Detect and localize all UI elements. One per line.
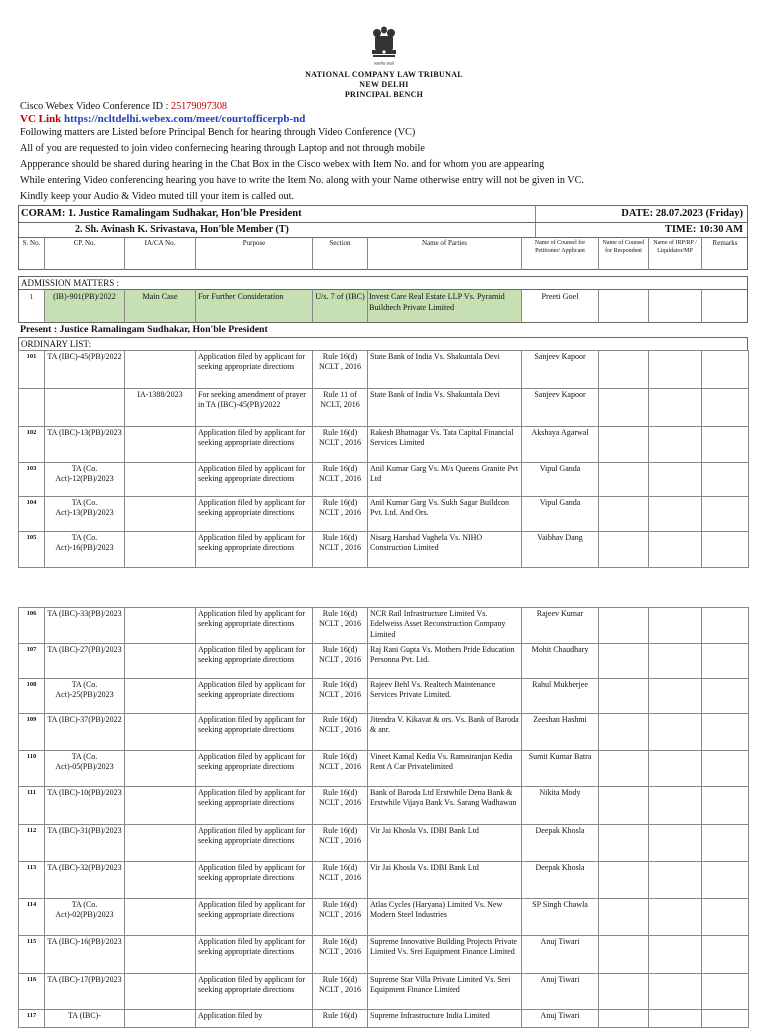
irp-name-cell bbox=[649, 862, 702, 899]
col-purpose: Purpose bbox=[242, 239, 266, 247]
petitioner-counsel-cell: Sanjeev Kapoor bbox=[522, 351, 599, 389]
col-cp-no: CP. No. bbox=[73, 239, 96, 247]
section-cell: Rule 16(d) NCLT , 2016 bbox=[313, 825, 368, 862]
irp-name-cell bbox=[649, 751, 702, 787]
table-row[interactable] bbox=[19, 608, 749, 644]
petitioner-counsel-cell: SP Singh Chawla bbox=[522, 899, 599, 936]
section-cell: Rule 11 of NCLT, 2016 bbox=[313, 389, 368, 427]
purpose-cell: Application filed by applicant for seeking appropriate directions bbox=[196, 936, 313, 974]
remarks-cell bbox=[702, 644, 749, 679]
vc-link-line bbox=[20, 112, 305, 126]
section-cell: Rule 16(d) NCLT , 2016 bbox=[313, 463, 368, 497]
petitioner-counsel-cell: Mohit Chaudhary bbox=[522, 644, 599, 679]
cp-number-cell: TA (IBC)-45(PB)/2022 bbox=[45, 351, 125, 389]
admission-counsel: Preeti Goel bbox=[541, 292, 579, 301]
cp-number-cell: TA (IBC)-33(PB)/2023 bbox=[45, 608, 125, 644]
col-petitioner-counsel: Name of Counsel for Petitioner/ Applicant bbox=[534, 240, 586, 254]
item-number-cell: 112 bbox=[19, 825, 45, 862]
remarks-cell bbox=[702, 389, 749, 427]
respondent-counsel-cell bbox=[599, 1010, 649, 1028]
ordinary-list-table-2 bbox=[18, 607, 749, 1028]
respondent-counsel-cell bbox=[599, 862, 649, 899]
ia-number-cell bbox=[125, 825, 196, 862]
item-number-cell: 101 bbox=[19, 351, 45, 389]
bench-name: PRINCIPAL BENCH bbox=[344, 90, 424, 99]
admission-ia: Main Case bbox=[142, 292, 178, 301]
table-row[interactable] bbox=[19, 389, 749, 427]
section-cell: Rule 16(d) NCLT , 2016 bbox=[313, 644, 368, 679]
irp-name-cell bbox=[649, 644, 702, 679]
notice-line-1: Following matters are Listed before Principal Bench for hearing through Video Conference (VC) bbox=[20, 127, 416, 138]
parties-cell: NCR Rail Infrastructure Limited Vs. Edelweiss Asset Reconstruction Company Limited bbox=[368, 608, 522, 644]
irp-name-cell bbox=[649, 463, 702, 497]
remarks-cell bbox=[702, 532, 749, 568]
irp-name-cell bbox=[649, 1010, 702, 1028]
respondent-counsel-cell bbox=[599, 644, 649, 679]
hearing-date: DATE: 28.07.2023 (Friday) bbox=[621, 208, 743, 219]
remarks-cell bbox=[702, 608, 749, 644]
section-cell: Rule 16(d) NCLT , 2016 bbox=[313, 751, 368, 787]
notice-line-2: All of you are requested to join video confernecing hearing through Laptop and not through mobile bbox=[20, 143, 425, 154]
ia-number-cell bbox=[125, 351, 196, 389]
cp-number-cell: TA (IBC)-16(PB)/2023 bbox=[45, 936, 125, 974]
purpose-cell: Application filed by applicant for seeking appropriate directions bbox=[196, 787, 313, 825]
cp-number-cell bbox=[45, 389, 125, 427]
ia-number-cell bbox=[125, 714, 196, 751]
remarks-cell bbox=[702, 351, 749, 389]
ia-number-cell bbox=[125, 427, 196, 463]
respondent-counsel-cell bbox=[599, 787, 649, 825]
parties-cell: Anil Kumar Garg Vs. M/s Queens Granite Pvt Ltd bbox=[368, 463, 522, 497]
section-cell: Rule 16(d) NCLT , 2016 bbox=[313, 787, 368, 825]
item-number-cell: 105 bbox=[19, 532, 45, 568]
purpose-cell: Application filed by applicant for seeking appropriate directions bbox=[196, 644, 313, 679]
parties-cell: Supreme Innovative Building Projects Private Limited Vs. Srei Equipment Finance Limited bbox=[368, 936, 522, 974]
purpose-cell: Application filed by applicant for seeking appropriate directions bbox=[196, 463, 313, 497]
admission-parties: Invest Care Real Estate LLP Vs. Pyramid Buildtech Private Limited bbox=[369, 292, 505, 312]
cp-number-cell: TA (IBC)- bbox=[45, 1010, 125, 1028]
ia-number-cell bbox=[125, 532, 196, 568]
ia-number-cell bbox=[125, 936, 196, 974]
cp-number-cell: TA (IBC)-31(PB)/2023 bbox=[45, 825, 125, 862]
section-cell: Rule 16(d) NCLT , 2016 bbox=[313, 714, 368, 751]
respondent-counsel-cell bbox=[599, 389, 649, 427]
parties-cell: Anil Kumar Garg Vs. Sukh Sagar Buildcon Pvt. Ltd. And Ors. bbox=[368, 497, 522, 532]
parties-cell: Vineet Kamal Kedia Vs. Ramniranjan Kedia Rent A Car Privatelimited bbox=[368, 751, 522, 787]
admission-heading: ADMISSION MATTERS : bbox=[21, 278, 120, 288]
section-cell: Rule 16(d) NCLT , 2016 bbox=[313, 899, 368, 936]
parties-cell: State Bank of India Vs. Shakuntala Devi bbox=[368, 389, 522, 427]
table-row[interactable] bbox=[19, 787, 749, 825]
petitioner-counsel-cell: Vipul Ganda bbox=[522, 463, 599, 497]
irp-name-cell bbox=[649, 351, 702, 389]
respondent-counsel-cell bbox=[599, 497, 649, 532]
ia-number-cell bbox=[125, 608, 196, 644]
item-number-cell: 103 bbox=[19, 463, 45, 497]
section-cell: Rule 16(d) NCLT , 2016 bbox=[313, 497, 368, 532]
cp-number-cell: TA (Co. Act)-05(PB)/2023 bbox=[45, 751, 125, 787]
ia-number-cell bbox=[125, 463, 196, 497]
irp-name-cell bbox=[649, 389, 702, 427]
table-row[interactable] bbox=[19, 644, 749, 679]
petitioner-counsel-cell: Vipul Ganda bbox=[522, 497, 599, 532]
respondent-counsel-cell bbox=[599, 608, 649, 644]
respondent-counsel-cell bbox=[599, 679, 649, 714]
parties-cell: Supreme Infrastructure India Limited bbox=[368, 1010, 522, 1028]
parties-cell: Rajeev Behl Vs. Realtech Maintenance Services Private Limited. bbox=[368, 679, 522, 714]
cp-number-cell: TA (IBC)-17(PB)/2023 bbox=[45, 974, 125, 1010]
coram-label: CORAM: 1. Justice Ramalingam Sudhakar, Hon'ble President bbox=[21, 208, 302, 219]
remarks-cell bbox=[702, 899, 749, 936]
petitioner-counsel-cell: Anuj Tiwari bbox=[522, 1010, 599, 1028]
table-row[interactable] bbox=[19, 427, 749, 463]
parties-cell: Jitendra V. Kikavat & ors. Vs. Bank of Baroda & anr. bbox=[368, 714, 522, 751]
purpose-cell: Application filed by applicant for seeking appropriate directions bbox=[196, 825, 313, 862]
notice-line-3: Appperance should be shared during hearing in the Chat Box in the Cisco webex with Item No. and for whom you are appearing bbox=[20, 159, 545, 170]
notice-line-5: Kindly keep your Audio & Video muted till your item is called out. bbox=[20, 191, 294, 202]
respondent-counsel-cell bbox=[599, 714, 649, 751]
petitioner-counsel-cell: Akshaya Agarwal bbox=[522, 427, 599, 463]
city-name: NEW DELHI bbox=[359, 80, 409, 89]
item-number-cell: 106 bbox=[19, 608, 45, 644]
petitioner-counsel-cell: Anuj Tiwari bbox=[522, 974, 599, 1010]
petitioner-counsel-cell: Anuj Tiwari bbox=[522, 936, 599, 974]
admission-sno: 1 bbox=[29, 293, 34, 301]
ia-number-cell bbox=[125, 679, 196, 714]
irp-name-cell bbox=[649, 427, 702, 463]
section-cell: Rule 16(d) NCLT , 2016 bbox=[313, 862, 368, 899]
irp-name-cell bbox=[649, 608, 702, 644]
item-number-cell: 117 bbox=[19, 1010, 45, 1028]
ia-number-cell bbox=[125, 1010, 196, 1028]
cp-number-cell: TA (Co. Act)-13(PB)/2023 bbox=[45, 497, 125, 532]
remarks-cell bbox=[702, 862, 749, 899]
cp-number-cell: TA (IBC)-10(PB)/2023 bbox=[45, 787, 125, 825]
purpose-cell: Application filed by applicant for seeking appropriate directions bbox=[196, 608, 313, 644]
purpose-cell: Application filed by applicant for seeking appropriate directions bbox=[196, 974, 313, 1010]
table-row[interactable] bbox=[19, 532, 749, 568]
item-number-cell: 102 bbox=[19, 427, 45, 463]
item-number-cell: 113 bbox=[19, 862, 45, 899]
remarks-cell bbox=[702, 427, 749, 463]
item-number-cell: 115 bbox=[19, 936, 45, 974]
table-row[interactable] bbox=[19, 974, 749, 1010]
table-row[interactable] bbox=[19, 463, 749, 497]
svg-text:सत्यमेव जयते: सत्यमेव जयते bbox=[374, 61, 394, 66]
parties-cell: State Bank of India Vs. Shakuntala Devi bbox=[368, 351, 522, 389]
parties-cell: Rakesh Bhatnagar Vs. Tata Capital Financial Services Limited bbox=[368, 427, 522, 463]
admission-cp: (IB)-901(PB)/2022 bbox=[53, 292, 116, 301]
section-cell: Rule 16(d) NCLT , 2016 bbox=[313, 974, 368, 1010]
section-cell: Rule 16(d) NCLT , 2016 bbox=[313, 351, 368, 389]
remarks-cell bbox=[702, 974, 749, 1010]
petitioner-counsel-cell: Deepak Khosla bbox=[522, 825, 599, 862]
ia-number-cell bbox=[125, 974, 196, 1010]
ordinary-heading: ORDINARY LIST: bbox=[21, 339, 91, 349]
petitioner-counsel-cell: Sumit Kumar Batra bbox=[522, 751, 599, 787]
purpose-cell: Application filed by applicant for seeking appropriate directions bbox=[196, 532, 313, 568]
petitioner-counsel-cell: Nikita Mody bbox=[522, 787, 599, 825]
remarks-cell bbox=[702, 463, 749, 497]
col-irp: Name of IRP/RP / Liquidator/MP bbox=[653, 240, 697, 254]
parties-cell: Supreme Star Villa Private Limited Vs. Srei Equipment Finance Limited bbox=[368, 974, 522, 1010]
purpose-cell: Application filed by applicant for seeking appropriate directions bbox=[196, 751, 313, 787]
respondent-counsel-cell bbox=[599, 936, 649, 974]
item-number-cell: 110 bbox=[19, 751, 45, 787]
hearing-time: TIME: 10:30 AM bbox=[664, 224, 743, 235]
tribunal-name: NATIONAL COMPANY LAW TRIBUNAL bbox=[305, 70, 463, 79]
parties-cell: Atlas Cycles (Haryana) Limited Vs. New Modern Steel Industries bbox=[368, 899, 522, 936]
ordinary-list-table-1 bbox=[18, 350, 749, 568]
item-number-cell: 114 bbox=[19, 899, 45, 936]
admission-section: U/s. 7 of (IBC) bbox=[315, 292, 365, 301]
respondent-counsel-cell bbox=[599, 751, 649, 787]
parties-cell: Bank of Baroda Ltd Erstwhile Dena Bank & Erstwhile Vijaya Bank Vs. Sarang Wadhawan bbox=[368, 787, 522, 825]
ia-number-cell: IA-1388/2023 bbox=[125, 389, 196, 427]
col-ia-ca-no: IA/CA No. bbox=[144, 239, 176, 247]
section-cell: Rule 16(d) NCLT , 2016 bbox=[313, 608, 368, 644]
remarks-cell bbox=[702, 787, 749, 825]
section-cell: Rule 16(d) NCLT , 2016 bbox=[313, 532, 368, 568]
irp-name-cell bbox=[649, 899, 702, 936]
col-remarks: Remarks bbox=[712, 239, 738, 247]
irp-name-cell bbox=[649, 532, 702, 568]
cp-number-cell: TA (IBC)-37(PB)/2022 bbox=[45, 714, 125, 751]
purpose-cell: Application filed by applicant for seeking appropriate directions bbox=[196, 862, 313, 899]
irp-name-cell bbox=[649, 825, 702, 862]
coram-member: 2. Sh. Avinash K. Srivastava, Hon'ble Member (T) bbox=[75, 224, 289, 235]
remarks-cell bbox=[702, 936, 749, 974]
ia-number-cell bbox=[125, 899, 196, 936]
respondent-counsel-cell bbox=[599, 825, 649, 862]
cp-number-cell: TA (Co. Act)-25(PB)/2023 bbox=[45, 679, 125, 714]
table-row[interactable] bbox=[19, 825, 749, 862]
ia-number-cell bbox=[125, 751, 196, 787]
webex-id-label: Cisco Webex Video Conference ID : bbox=[20, 101, 171, 112]
remarks-cell bbox=[702, 497, 749, 532]
irp-name-cell bbox=[649, 497, 702, 532]
table-row[interactable] bbox=[19, 497, 749, 532]
petitioner-counsel-cell: Sanjeev Kapoor bbox=[522, 389, 599, 427]
col-parties: Name of Parties bbox=[421, 239, 468, 247]
item-number-cell: 104 bbox=[19, 497, 45, 532]
respondent-counsel-cell bbox=[599, 351, 649, 389]
cp-number-cell: TA (IBC)-27(PB)/2023 bbox=[45, 644, 125, 679]
item-number-cell: 111 bbox=[19, 787, 45, 825]
admission-heading-row bbox=[18, 276, 748, 290]
remarks-cell bbox=[702, 825, 749, 862]
section-cell: Rule 16(d) NCLT , 2016 bbox=[313, 427, 368, 463]
petitioner-counsel-cell: Rahul Mukherjee bbox=[522, 679, 599, 714]
ia-number-cell bbox=[125, 644, 196, 679]
respondent-counsel-cell bbox=[599, 899, 649, 936]
petitioner-counsel-cell: Rajeev Kumar bbox=[522, 608, 599, 644]
ia-number-cell bbox=[125, 862, 196, 899]
webex-id-value[interactable]: 25179097308 bbox=[170, 101, 227, 112]
cp-number-cell: TA (IBC)-32(PB)/2023 bbox=[45, 862, 125, 899]
national-emblem-icon bbox=[364, 24, 404, 68]
table-row[interactable] bbox=[19, 714, 749, 751]
ia-number-cell bbox=[125, 787, 196, 825]
table-row[interactable] bbox=[19, 862, 749, 899]
parties-cell: Vir Jai Khosla Vs. IDBI Bank Ltd bbox=[368, 862, 522, 899]
purpose-cell: Application filed by applicant for seeking appropriate directions bbox=[196, 714, 313, 751]
respondent-counsel-cell bbox=[599, 463, 649, 497]
purpose-cell: Application filed by applicant for seeking appropriate directions bbox=[196, 899, 313, 936]
respondent-counsel-cell bbox=[599, 427, 649, 463]
admission-purpose: For Further Consideration bbox=[198, 292, 284, 301]
table-row[interactable] bbox=[19, 679, 749, 714]
section-cell: Rule 16(d) NCLT , 2016 bbox=[313, 936, 368, 974]
section-cell: Rule 16(d) NCLT , 2016 bbox=[313, 679, 368, 714]
ia-number-cell bbox=[125, 497, 196, 532]
irp-name-cell bbox=[649, 974, 702, 1010]
item-number-cell: 109 bbox=[19, 714, 45, 751]
parties-cell: Raj Rani Gupta Vs. Mothers Pride Education Personna Pvt. Ltd. bbox=[368, 644, 522, 679]
petitioner-counsel-cell: Zeeshan Hashmi bbox=[522, 714, 599, 751]
vc-link-label: VC Link bbox=[20, 113, 65, 125]
table-row[interactable] bbox=[19, 1010, 749, 1028]
purpose-cell: Application filed by applicant for seeking appropriate directions bbox=[196, 427, 313, 463]
present-line: Present : Justice Ramalingam Sudhakar, Hon'ble President bbox=[20, 324, 268, 335]
parties-cell: Vir Jai Khosla Vs. IDBI Bank Ltd bbox=[368, 825, 522, 862]
remarks-cell bbox=[702, 679, 749, 714]
irp-name-cell bbox=[649, 714, 702, 751]
item-number-cell: 116 bbox=[19, 974, 45, 1010]
respondent-counsel-cell bbox=[599, 532, 649, 568]
table-row[interactable] bbox=[19, 936, 749, 974]
purpose-cell: Application filed by applicant for seeking appropriate directions bbox=[196, 351, 313, 389]
cp-number-cell: TA (IBC)-13(PB)/2023 bbox=[45, 427, 125, 463]
table-row[interactable] bbox=[19, 751, 749, 787]
col-respondent-counsel: Name of Counsel for Respondent bbox=[602, 240, 645, 254]
item-number-cell: 108 bbox=[19, 679, 45, 714]
table-row[interactable] bbox=[19, 351, 749, 389]
purpose-cell: Application filed by bbox=[196, 1010, 313, 1028]
purpose-cell: Application filed by applicant for seeking appropriate directions bbox=[196, 679, 313, 714]
col-section: Section bbox=[329, 239, 351, 247]
vc-link[interactable]: https://ncltdelhi.webex.com/meet/courtofficerpb-nd bbox=[64, 113, 306, 125]
irp-name-cell bbox=[649, 936, 702, 974]
petitioner-counsel-cell: Deepak Khosla bbox=[522, 862, 599, 899]
remarks-cell bbox=[702, 1010, 749, 1028]
remarks-cell bbox=[702, 751, 749, 787]
parties-cell: Nisarg Harshad Vaghela Vs. NIHO Construction Limited bbox=[368, 532, 522, 568]
remarks-cell bbox=[702, 714, 749, 751]
purpose-cell: Application filed by applicant for seeking appropriate directions bbox=[196, 497, 313, 532]
table-row[interactable] bbox=[19, 899, 749, 936]
irp-name-cell bbox=[649, 679, 702, 714]
irp-name-cell bbox=[649, 787, 702, 825]
cp-number-cell: TA (Co. Act)-12(PB)/2023 bbox=[45, 463, 125, 497]
item-number-cell: 107 bbox=[19, 644, 45, 679]
item-number-cell bbox=[19, 389, 45, 427]
respondent-counsel-cell bbox=[599, 974, 649, 1010]
section-cell: Rule 16(d) bbox=[313, 1010, 368, 1028]
purpose-cell: For seeking amendment of prayer in TA (IBC)-45(PB)/2022 bbox=[196, 389, 313, 427]
petitioner-counsel-cell: Vaibhav Dang bbox=[522, 532, 599, 568]
cp-number-cell: TA (Co. Act)-02(PB)/2023 bbox=[45, 899, 125, 936]
col-sno: S. No. bbox=[22, 239, 41, 247]
cp-number-cell: TA (Co. Act)-16(PB)/2023 bbox=[45, 532, 125, 568]
ordinary-heading-row bbox=[18, 337, 748, 351]
notice-line-4: While entering Video conferencing hearing you have to write the Item No. along with your Name otherwise entry will not be given in VC. bbox=[20, 175, 584, 186]
